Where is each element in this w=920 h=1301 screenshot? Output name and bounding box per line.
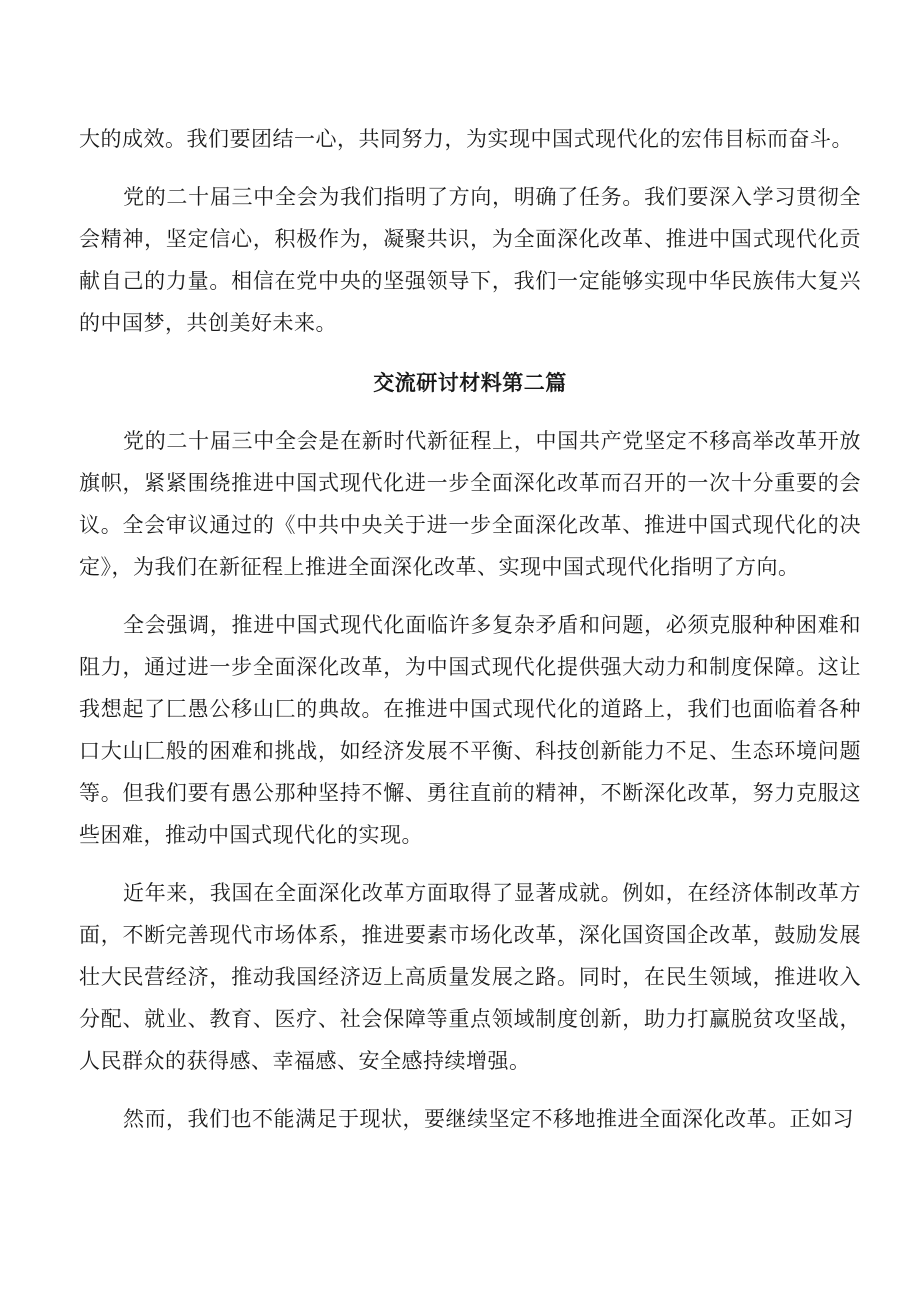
paragraph-3: 近年来，我国在全面深化改革方面取得了显著成就。例如，在经济体制改革方面，不断完善现代市场体系，推进要素市场化改革，深化国资国企改革，鼓励发展壮大民营经济，推动我国经济迈上高质量发展之路。同时，在民生领域，推进收入分配、就业、教育、医疗、社会保障等重点领域制度创新，助力打赢脱贫攻坚战，人民群众的获得感、幸福感、安全感持续增强。 — [79, 881, 861, 1073]
paragraph-2: 全会强调，推进中国式现代化面临许多复杂矛盾和问题，必须克服种种困难和阻力，通过进一步全面深化改革，为中国式现代化提供强大动力和制度保障。这让我想起了匚愚公移山匚的典故。在推进中国式现代化的道路上，我们也面临着各种口大山匚般的困难和挑战，如经济发展不平衡、科技创新能力不足、生态环境问题等。但我们要有愚公那种坚持不懈、勇往直前的精神，不断深化改革，努力克服这些困难，推动中国式现代化的实现。 — [79, 613, 861, 847]
paragraph-1: 党的二十届三中全会是在新时代新征程上，中国共产党坚定不移高举改革开放旗帜，紧紧围绕推进中国式现代化进一步全面深化改革而召开的一次十分重要的会议。全会审议通过的《中共中央关于进一步全面深化改革、推进中国式现代化的决定》，为我们在新征程上推进全面深化改革、实现中国式现代化指明了方向。 — [79, 429, 861, 579]
section-title: 交流研讨材料第二篇 — [373, 370, 567, 395]
paragraph-continued: 大的成效。我们要团结一心，共同努力，为实现中国式现代化的宏伟目标而奋斗。 — [79, 127, 853, 151]
document-body — [79, 118, 861, 1140]
paragraph-4: 然而，我们也不能满足于现状，要继续坚定不移地推进全面深化改革。正如习 — [123, 1107, 854, 1131]
paragraph-conclusion: 党的二十届三中全会为我们指明了方向，明确了任务。我们要深入学习贯彻全会精神，坚定信心，积极作为，凝聚共识，为全面深化改革、推进中国式现代化贡献自己的力量。相信在党中央的坚强领导下，我们一定能够实现中华民族伟大复兴的中国梦，共创美好未来。 — [79, 185, 861, 335]
